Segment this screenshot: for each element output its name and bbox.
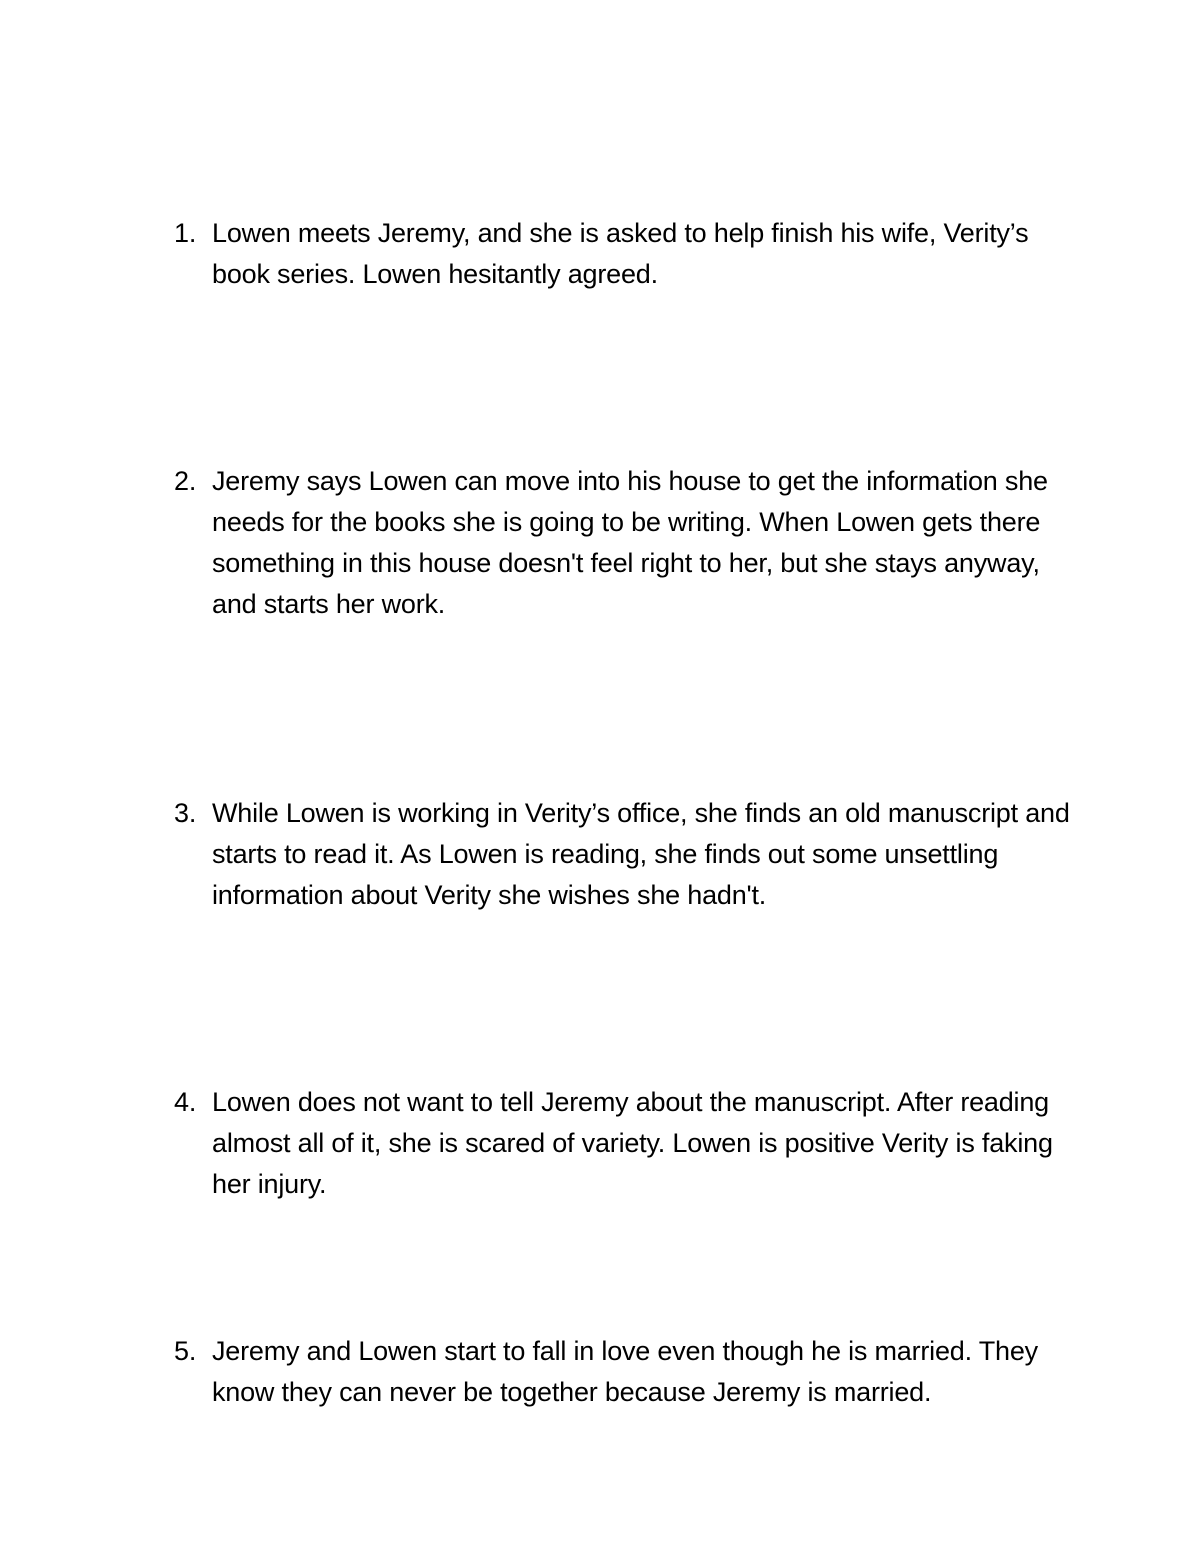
- list-item: [174, 793, 1074, 916]
- list-item-number: 2.: [174, 466, 197, 496]
- list-item: [174, 461, 1074, 625]
- list-item: [174, 1331, 1074, 1413]
- list-item: [174, 1082, 1074, 1205]
- list-item-text: Lowen meets Jeremy, and she is asked to help finish his wife, Verity’s book series. Lowen hesitantly agreed.: [212, 218, 1029, 289]
- list-item-text: While Lowen is working in Verity’s office, she finds an old manuscript and starts to read it. As Lowen is reading, she finds out some unsettling information about Verity she wishes she hadn't.: [212, 798, 1070, 910]
- list-item-text: Jeremy says Lowen can move into his house to get the information she needs for the books she is going to be writing. When Lowen gets there something in this house doesn't feel right to her, but she stays anyway, and starts her work.: [212, 466, 1048, 619]
- list-item-text: Lowen does not want to tell Jeremy about the manuscript. After reading almost all of it, she is scared of variety. Lowen is positive Verity is faking her injury.: [212, 1087, 1053, 1199]
- list-item-number: 1.: [174, 218, 197, 248]
- list-item-number: 4.: [174, 1087, 197, 1117]
- list-item-number: 5.: [174, 1336, 197, 1366]
- list-item-text: Jeremy and Lowen start to fall in love even though he is married. They know they can never be together because Jeremy is married.: [212, 1336, 1038, 1407]
- list-item: [174, 213, 1074, 295]
- list-item-number: 3.: [174, 798, 197, 828]
